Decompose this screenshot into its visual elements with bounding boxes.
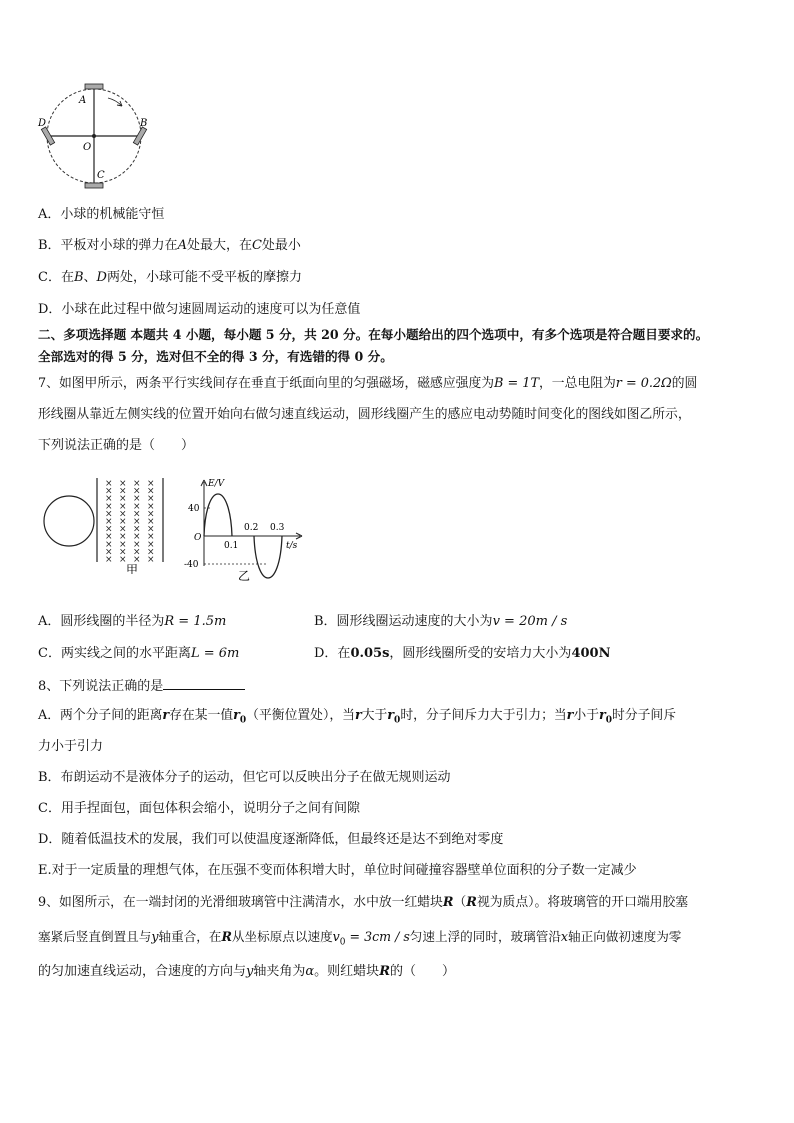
q8-option-c: C．用手捏面包，面包体积会缩小，说明分子之间有间隙	[38, 801, 360, 816]
field-cross: ×	[133, 517, 141, 527]
q9-l2-mid2: 从坐标原点以速度	[231, 929, 333, 944]
label-yi: 乙	[238, 569, 251, 582]
q9-l2-post: 轴正向做初速度为零	[568, 929, 682, 944]
q8-option-b: B．布朗运动不是液体分子的运动，但它可以反映出分子在做无规则运动	[38, 770, 451, 785]
q6-c-var-b: B	[73, 270, 84, 285]
q7-l1-b: B = 1T	[494, 376, 539, 391]
q9-line1	[38, 894, 688, 912]
section2-line2: 全部选对的得 5 分，选对但不全的得 3 分，有选错的得 0 分。	[38, 349, 393, 364]
q7-b-math: v = 20m / s	[492, 614, 568, 629]
q8-a-p6: 小于	[573, 708, 600, 723]
q7-d-mid: ，圆形线圈所受的安培力大小为	[389, 646, 572, 661]
q8-a-p4: 大于	[361, 708, 388, 723]
field-cross: ×	[105, 479, 113, 489]
figure-yi	[182, 474, 312, 582]
q7-c-math: L = 6m	[190, 646, 240, 661]
field-cross: ×	[119, 532, 127, 543]
field-cross: ×	[119, 479, 127, 489]
magnetic-field-crosses	[105, 479, 155, 565]
field-cross: ×	[133, 547, 141, 558]
center-point	[92, 134, 96, 138]
graph-y-bottom: -40	[184, 560, 199, 570]
circle-plate-figure	[30, 80, 160, 195]
q8-a-p3: （平衡位置处），当	[246, 708, 355, 723]
q9-l2-r: R	[221, 929, 232, 944]
q8-a-sub0b: 0	[394, 715, 401, 726]
q7-c-text: C．两实线之间的水平距离	[38, 646, 191, 661]
q8-a-p5: 时，分子间斥力大于引力；当	[400, 708, 567, 723]
q9-line2	[38, 928, 681, 952]
q7-l1-pre: 7、如图甲所示，两条平行实线间存在垂直于纸面向里的匀强磁场，磁感应强度为	[38, 376, 495, 391]
q7-l1-r: r = 0.2Ω	[615, 376, 672, 391]
q8-a-p7: 时分子间斥	[612, 708, 677, 723]
q8-a-r: r	[162, 708, 170, 723]
q6-c-post: 两处，小球可能不受平板的摩擦力	[106, 270, 302, 285]
label-b: B	[140, 118, 148, 129]
q8-title	[38, 677, 245, 696]
section2-line1: 二、多项选择题 本题共 4 小题，每小题 5 分，共 20 分。在每小题给出的四个选项中，有多个选项是符合题目要求的。	[38, 327, 709, 342]
q7-b-text: B．圆形线圈运动速度的大小为	[314, 614, 493, 629]
field-cross: ×	[133, 539, 141, 550]
q9-l2-pre: 塞紧后竖直倒置且与	[38, 929, 152, 944]
graph-ylabel: E/V	[208, 479, 225, 489]
q9-l1-r2: R	[466, 895, 477, 910]
figure-jia	[40, 474, 170, 574]
field-cross: ×	[105, 509, 113, 520]
field-cross: ×	[133, 524, 141, 535]
q6-option-d: D．小球在此过程中做匀速圆周运动的速度可以为任意值	[38, 302, 361, 317]
graph-origin: O	[194, 533, 202, 543]
graph-xlabel: t/s	[286, 541, 298, 551]
field-cross: ×	[119, 509, 127, 520]
q6-b-mid: 处最大，在	[186, 238, 252, 253]
q8-a-p1: A．两个分子间的距离	[38, 708, 163, 723]
field-cross: ×	[105, 524, 113, 535]
q7-line2: 形线圈从靠近左侧实线的位置开始向右做匀速直线运动，圆形线圈产生的感应电动势随时间变化的图线如图乙所示，	[38, 407, 691, 422]
q8-a-r0a: r	[233, 708, 240, 723]
q9-l2-x: x	[560, 929, 569, 944]
field-cross: ×	[119, 494, 127, 505]
field-cross: ×	[147, 524, 155, 535]
graph-t1: 0.1	[224, 541, 239, 551]
q6-b-var-c: C	[251, 238, 262, 253]
q6-b-post: 处最小	[261, 238, 301, 253]
q8-option-d: D．随着低温技术的发展，我们可以使温度逐渐降低，但最终还是达不到绝对零度	[38, 832, 504, 847]
plate-a	[85, 84, 103, 89]
q8-a-r2: r	[354, 708, 362, 723]
field-cross: ×	[133, 509, 141, 520]
q7-option-c	[38, 645, 239, 663]
label-jia: 甲	[126, 563, 139, 574]
field-cross: ×	[147, 509, 155, 520]
field-cross: ×	[133, 555, 141, 565]
q7-d-time: 0.05s	[350, 646, 390, 661]
q7-a-math: R = 1.5m	[164, 614, 227, 629]
field-cross: ×	[147, 547, 155, 558]
coil-circle	[44, 496, 94, 546]
field-cross: ×	[133, 494, 141, 505]
q9-l2-v: v	[332, 929, 340, 944]
q9-l3-mid: 轴夹角为	[253, 964, 306, 979]
field-cross: ×	[133, 501, 141, 512]
graph-t3: 0.3	[270, 523, 285, 533]
field-cross: ×	[147, 486, 155, 497]
q6-option-c	[38, 269, 302, 287]
q7-line3: 下列说法正确的是（ ）	[38, 438, 195, 453]
q8-a-r3: r	[566, 708, 574, 723]
field-cross: ×	[147, 532, 155, 543]
q7-option-b	[314, 613, 567, 631]
field-cross: ×	[133, 532, 141, 543]
q6-b-text: B．平板对小球的弹力在	[38, 238, 178, 253]
q9-l3-y: y	[246, 964, 254, 979]
q7-a-text: A．圆形线圈的半径为	[38, 614, 165, 629]
field-cross: ×	[119, 555, 127, 565]
q7-l1-post: 的圆	[671, 376, 698, 391]
field-cross: ×	[119, 501, 127, 512]
q9-l2-sub: 0	[339, 937, 346, 948]
field-cross: ×	[105, 517, 113, 527]
q6-c-text: C．在	[38, 270, 74, 285]
field-cross: ×	[133, 486, 141, 497]
q9-l1-r: R	[442, 895, 454, 910]
q9-l2-eq: = 3cm / s	[345, 929, 410, 944]
q6-option-a: A．小球的机械能守恒	[38, 207, 165, 222]
field-cross: ×	[147, 555, 155, 565]
q6-c-sep: 、	[83, 270, 97, 285]
field-cross: ×	[105, 555, 113, 565]
q8-option-a-line1	[38, 707, 676, 730]
q9-l1-mid: （	[453, 895, 467, 910]
field-cross: ×	[119, 486, 127, 497]
q8-a-r0c: r	[599, 708, 606, 723]
q8-a-sub0a: 0	[239, 715, 247, 726]
label-o: O	[83, 142, 92, 153]
graph-y-top: 40	[188, 504, 200, 514]
q8-option-a-line2: 力小于引力	[38, 739, 104, 754]
q6-option-b	[38, 237, 301, 255]
emf-curve-negative	[254, 536, 282, 578]
field-cross: ×	[119, 517, 127, 527]
q9-l1-post: 视为质点）。将玻璃管的开口端用胶塞	[476, 895, 689, 910]
q9-l2-mid: 轴重合，在	[158, 929, 222, 944]
field-cross: ×	[133, 479, 141, 489]
graph-t2: 0.2	[244, 523, 259, 533]
plate-c	[85, 183, 103, 188]
q7-d-text: D．在	[314, 646, 351, 661]
q9-l3-post: 的（ ）	[390, 964, 456, 979]
field-cross: ×	[105, 494, 113, 505]
q8-title-text: 8、下列说法正确的是	[38, 679, 164, 694]
q8-a-p2: 存在某一值	[169, 708, 234, 723]
field-cross: ×	[119, 547, 127, 558]
q9-l1-pre: 9、如图所示，在一端封闭的光滑细玻璃管中注满清水，水中放一红蜡块	[38, 895, 443, 910]
q9-l2-mid3: 匀速上浮的同时，玻璃管沿	[409, 929, 561, 944]
q7-option-a	[38, 613, 226, 631]
q6-c-var-d: D	[96, 270, 107, 285]
q9-l2-y: y	[151, 929, 159, 944]
field-cross: ×	[119, 539, 127, 550]
q6-b-var-a: A	[177, 238, 187, 253]
q9-l3-alpha: α	[305, 964, 315, 979]
field-cross: ×	[147, 539, 155, 550]
label-a: A	[79, 95, 87, 106]
field-cross: ×	[147, 501, 155, 512]
q9-l3-pre: 的匀加速直线运动，合速度的方向与	[38, 964, 247, 979]
q8-a-sub0c: 0	[605, 715, 613, 726]
field-cross: ×	[105, 539, 113, 550]
field-cross: ×	[105, 486, 113, 497]
label-c: C	[97, 170, 105, 181]
rotation-arrow	[108, 98, 122, 106]
q7-d-force: 400N	[571, 646, 611, 661]
q7-line1	[38, 375, 697, 393]
q8-a-r0b: r	[387, 708, 395, 723]
field-cross: ×	[105, 532, 113, 543]
q9-l3-mid2: 。则红蜡块	[314, 964, 380, 979]
emf-curve-positive	[204, 494, 232, 536]
q7-option-d	[314, 645, 610, 663]
q7-l1-mid: ，一总电阻为	[539, 376, 616, 391]
q8-option-e: E.对于一定质量的理想气体，在压强不变而体积增大时，单位时间碰撞容器壁单位面积的分子数一定减少	[38, 863, 637, 878]
q9-line3	[38, 963, 455, 981]
field-cross: ×	[147, 479, 155, 489]
label-d: D	[38, 118, 47, 129]
field-cross: ×	[119, 524, 127, 535]
q8-answer-blank	[163, 677, 245, 690]
q9-l3-r: R	[379, 964, 390, 979]
field-cross: ×	[147, 517, 155, 527]
field-cross: ×	[105, 547, 113, 558]
field-cross: ×	[147, 494, 155, 505]
field-cross: ×	[105, 501, 113, 512]
